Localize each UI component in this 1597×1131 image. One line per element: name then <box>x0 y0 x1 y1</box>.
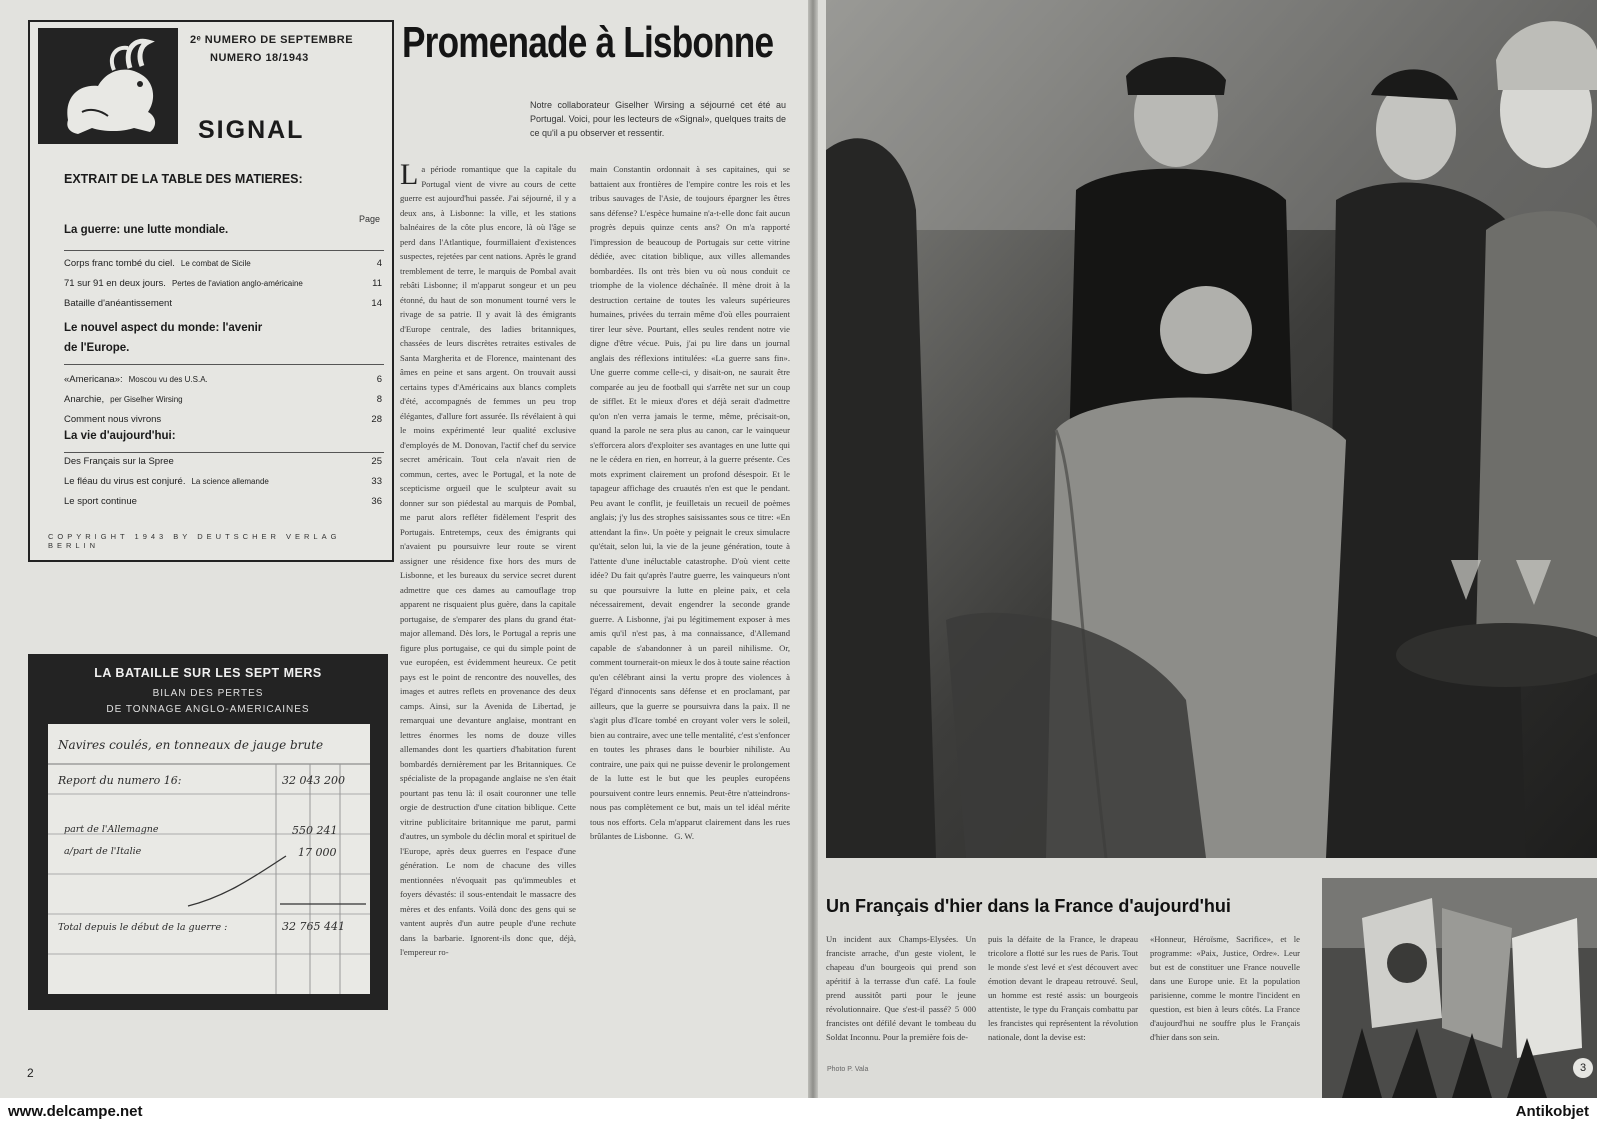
toc-section-title-cont: de l'Europe. <box>64 342 130 354</box>
caption-column-1: Un incident aux Champs-Elysées. Un franciste arrache, d'un geste violent, le chapeau d'un bourgeois qui prend son apéritif à la terrasse d'un café. La foule prend aussitôt parti pour le jeune révolutionnaire. Que s'est-il passé? 5 000 francistes ont défilé devant le tombeau du Soldat Inconnu. Pour la première fois de- <box>826 934 976 1042</box>
table-of-contents-box <box>28 20 394 562</box>
toc-entry[interactable] <box>64 374 382 388</box>
drop-cap: L <box>400 162 419 191</box>
battle-title: LA BATAILLE SUR LES SEPT MERS <box>94 666 322 680</box>
article-headline: Promenade à Lisbonne <box>402 18 774 67</box>
ledger-total-value: 32 765 441 <box>282 920 345 933</box>
photo-credit: Photo P. Vala <box>827 1066 869 1073</box>
toc-entry[interactable] <box>64 394 382 408</box>
article-standfirst: Notre collaborateur Giselher Wirsing a séjourné cet été au Portugal. Voici, pour les lecteurs de «Signal», quelques traits de ce qu'il a pu observer et ressentir. <box>530 100 786 138</box>
ledger-row-value: 32 043 200 <box>282 774 345 787</box>
photo-illustration <box>1322 878 1597 1098</box>
toc-entry-page: 11 <box>372 278 382 289</box>
toc-entry-subtitle: Moscou vu des U.S.A. <box>128 375 208 384</box>
caption-column-3: «Honneur, Héroïsme, Sacrifice», et le programme: «Paix, Justice, Ordre». Leur but est de constituer une France nouvelle dans une Europe unie. Et la population parisienne, comme le montre l'incident en question, est bien à leurs côtés. La France d'aujourd'hui ne souffre plus le Français d'hier dans son sein. <box>1150 934 1300 1042</box>
ledger-row-label: part de l'Allemagne <box>64 824 159 835</box>
divider <box>64 250 384 251</box>
article-column-1 <box>400 162 576 1062</box>
toc-entry-title: Bataille d'anéantissement <box>64 298 172 309</box>
article-column-1-text: a période romantique que la capitale du Portugal vient de vivre au cours de cette guerre est aujourd'hui passée. J'ai séjourné, il y a deux ans, à Lisbonne: la ville, et les stations balnéaires de la côte plus encore, là où l'âge se perd dans l'Atlantique, fourmillaient d'existences suspectes, rejetées par cent nations. Après le grand tremblement de terre, le marquis de Pombal avait rebâti Lisbonne; il m'apparut songeur et un peu étonné, du haut de son monument tourné vers le rivage de sa patrie. Il y avait là des émigrants d'Europe centrale, des ladies britanniques, chassées de leurs discrètes retraites estivales de Santa Margherita et de Florence, maintenant des âmes en peine et sans argent. On trouvait aussi certains types d'Américains aux blancs complets d'été, accompagnés de femmes un peu trop élégantes, d'allure fort assurée. Ils révélaient à qui le moins expérimenté leur qualité exclusive d'employés de M. Donovan, l'actif chef du service secret américain. Tout cela n'avait rien de commun, certes, avec le Portugal, et la note de scepticisme orgueil que le sculpteur avait su donner sur son piédestal au marquis de Pombal, me parut alors refléter fidèlement l'esprit des Portugais. Entretemps, ceux des émigrants qui n'avaient pu poursuivre leur route se virent assigner une résidence fixe hors des murs de Lisbonne, et les bureaux du service secret durent admettre que ces dames au camouflage trop apparent ne risquaient plus guère, dans la capitale portugaise, de s'emparer des plans du grand état-major allemand. Dès lors, le Portugal a repris une figure plus portugaise, ce qui du simple point de vue européen, est évidemment heureux. Ce petit pays est le point de rencontre des nouvelles, des images et autres reflets en provenance des deux camps. Ainsi, sur la Avenida de Libertad, je remarquai une devanture anglaise, montrant en lettres énormes les noms de douze villes allemandes dont les quartiers d'habitation furent bombardés dernièrement par les Britanniques. Ce spécialiste de la propagande anglaise ne s'en était pourtant pas tenu là: il osait couronner une telle orgie de destruction d'une citation biblique. Cette vitrine publicitaire britannique me parut, parmi d'autres, un symbole du déclin moral et spirituel de l'Europe, après deux guerres en l'espace d'une génération. Le nom de chacune des villes mentionnées n'évoquait pas qu'immeubles et foyers dévastés: il sous-entendait le massacre des mères et des enfants. Voilà donc des gens qui se vantent auprès d'un autre peuple d'une rechute dans la barbarie. Ignorent-ils donc que, déjà, l'empereur ro- <box>400 164 576 957</box>
cafe-incident-photo <box>826 0 1597 858</box>
page-number-left: 2 <box>27 1066 34 1080</box>
toc-entry-subtitle: per Giselher Wirsing <box>110 395 183 404</box>
toc-section-title: La vie d'aujourd'hui: <box>64 430 176 442</box>
divider <box>64 452 384 453</box>
toc-entry-page: 8 <box>376 394 382 405</box>
toc-entry-title: «Americana»: <box>64 374 123 385</box>
toc-section-title: Le nouvel aspect du monde: l'avenir <box>64 322 263 334</box>
flag-parade-photo <box>1322 878 1597 1098</box>
toc-heading: EXTRAIT DE LA TABLE DES MATIERES: <box>64 172 303 186</box>
issue-line-1: 2ᵉ NUMERO DE SEPTEMBRE <box>190 34 354 46</box>
ledger-row-value: 550 241 <box>292 824 338 837</box>
goat-emblem-icon <box>38 28 178 144</box>
toc-entry-title: Comment nous vivrons <box>64 414 162 425</box>
toc-entry-page: 14 <box>371 298 382 309</box>
divider <box>64 364 384 365</box>
ledger-grid <box>48 724 370 994</box>
caption-column-2: puis la défaite de la France, le drapeau tricolore a flotté sur les rues de Paris. Tout le monde s'est levé et s'est découvert avec émotion devant le drapeau retrouvé. Seul, un homme est resté assis: un bourgeois attentiste, le type du Français combattu par les francistes qui représentent la révolution nationale, dont la devise est: <box>988 934 1138 1042</box>
ledger-row-label: Report du numero 16: <box>58 774 182 787</box>
toc-entry[interactable] <box>64 258 382 272</box>
toc-entry-page: 4 <box>376 258 382 269</box>
article-column-2-text: main Constantin ordonnait à ses capitaines, qui se battaient aux frontières de l'empire contre les rois et les tribus sauvages de l'Asie, de toujours épargner les êtres sans défense? L'espèce humaine n'a-t-elle donc fait aucun progrès depuis quinze cents ans? On m'a rapporté l'impression de beaucoup de Portugais sur cette vitrine dédiée, avec citation biblique, aux villes allemandes bombardées. Ils ont très bien vu où nous conduit ce triomphe de la violence déchaînée. Il mène droit à la destruction certaine de toutes les valeurs supérieures humaines, privées du terrain même d'où elles pourraient tirer leur sève. Pourtant, elles seules rendent notre vie digne d'être vécue. Puis, j'ai pu lire dans un journal anglais des réflexions intitulées: «La guerre sans fin». Une guerre comme celle-ci, y disait-on, ne saurait être comparée au jeu de football qui s'arrête net sur un coup de sifflet. Et le mieux d'ores et déjà serait d'admettre qu'on n'en verra jamais le terme, même, précisait-on, quand la parole ne sera plus au canon, car le vainqueur s'efforcera alors d'exploiter ses avantages en une lutte qui ne le cédera en rien, en horreur, à la guerre présente. Ces mots expriment clairement un profond désespoir. Et le tapageur affichage des cruautés n'en est que le pendant. Peu avant le conflit, je feuilletais un recueil de poèmes anglais; j'y lus des strophes saisissantes sous ce titre: «En attendant la fin». Un poète y peignait le creux simulacre qu'était, selon lui, la vie de la jeune génération, toute à l'attente d'une inéluctable catastrophe. D'où vient cette idée? Du fait qu'après l'autre guerre, les vainqueurs n'ont su que poursuivre la lutte en pleine paix, et cela nécessairement, devait engendrer la seconde grande guerre. A Lisbonne, j'ai pu légitimement exposer à mes amis qu'il n'est pas, à ma connaissance, d'Allemand capable de s'abandonner à un pareil nihilisme. Or, comment tournerait-on mieux le dos à toute saine réaction qu'en célébrant ainsi la vertu propre des violences à l'égard d'innocents sans défense et en proclamant, par ailleurs, que la guerre se poursuivra dans la paix. Il ne s'agit plus d'Icare tombé en croyant voler vers le soleil, bien au contraire, avec une telle mentalité, c'est s'enfoncer en toutes les phrases dans le bourbier nihiliste. Au contraire, une paix qui ne puisse devenir le prolongement de la lutte est le but que les peuples européens poursuivent contre leurs ennemis. Peut-être n'atteindrons-nous pas complètement ce but, mais un tel idéal mérite tous nos efforts. Cela m'apparut clairement dans les rues brûlantes de Lisbonne. <box>590 164 790 841</box>
article-signature: G. W. <box>674 831 695 841</box>
battle-subtitle-2: DE TONNAGE ANGLO-AMERICAINES <box>106 704 310 715</box>
photo-caption-title: Un Français d'hier dans la France d'aujourd'hui <box>826 896 1231 916</box>
toc-entry[interactable] <box>64 476 382 490</box>
page-number-right: 3 <box>1573 1058 1593 1078</box>
copyright-line: COPYRIGHT 1943 BY DEUTSCHER VERLAG BERLIN <box>48 532 341 550</box>
issue-line-2: NUMERO 18/1943 <box>210 52 309 64</box>
toc-entry-title: Le fléau du virus est conjuré. <box>64 476 186 487</box>
toc-entry-subtitle: La science allemande <box>191 477 269 486</box>
toc-entry[interactable] <box>64 456 382 470</box>
toc-entry-page: 33 <box>371 476 382 487</box>
toc-entry-subtitle: Le combat de Sicile <box>180 259 251 268</box>
toc-entry-title: Des Français sur la Spree <box>64 456 174 467</box>
toc-entry-title: Corps franc tombé du ciel. <box>64 258 175 269</box>
toc-page-label: Page <box>358 214 380 224</box>
watermark-left: www.delcampe.net <box>8 1103 143 1120</box>
toc-entry-title: Le sport continue <box>64 496 137 507</box>
toc-entry-page: 25 <box>371 456 382 467</box>
photo-illustration <box>826 0 1597 858</box>
handwritten-ledger <box>48 724 370 994</box>
magazine-name: SIGNAL <box>198 116 305 144</box>
ledger-row-label: a/part de l'Italie <box>64 846 142 857</box>
battle-subtitle-1: BILAN DES PERTES <box>152 688 264 699</box>
toc-entry-page: 28 <box>371 414 382 425</box>
toc-entry-subtitle: Pertes de l'aviation anglo-américaine <box>171 279 303 288</box>
ledger-row-value: 17 000 <box>298 846 337 859</box>
page-gutter <box>808 0 818 1098</box>
ledger-heading: Navires coulés, en tonneaux de jauge brute <box>58 738 324 752</box>
toc-entry-page: 6 <box>376 374 382 385</box>
watermark-right: Antikobjet <box>1515 1103 1589 1120</box>
tonnage-losses-box <box>28 654 388 1010</box>
ledger-total-label: Total depuis le début de la guerre : <box>58 922 228 933</box>
article-column-2 <box>590 162 790 1062</box>
toc-entry[interactable] <box>64 414 382 428</box>
toc-entry-page: 36 <box>371 496 382 507</box>
toc-entry-title: 71 sur 91 en deux jours. <box>64 278 166 289</box>
toc-entry-title: Anarchie, <box>64 394 105 405</box>
toc-section-title: La guerre: une lutte mondiale. <box>64 224 229 236</box>
toc-entry[interactable] <box>64 298 382 312</box>
signal-logo <box>38 28 178 144</box>
toc-entry[interactable] <box>64 278 382 292</box>
toc-entry[interactable] <box>64 496 382 510</box>
